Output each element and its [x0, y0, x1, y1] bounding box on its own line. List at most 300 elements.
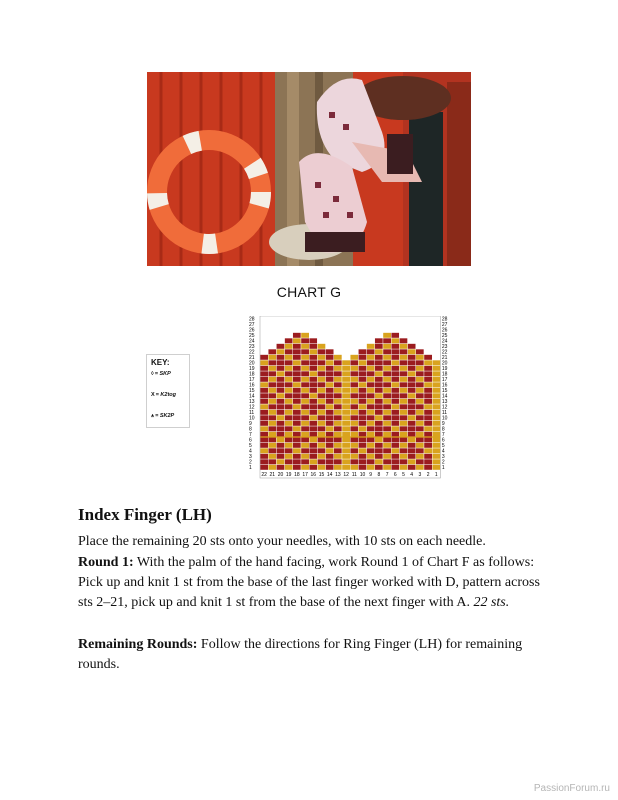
chart-cell: [260, 366, 268, 372]
chart-cell: [408, 410, 416, 416]
chart-cell: [383, 410, 391, 416]
chart-cell: [260, 465, 268, 471]
chart-cell: [367, 443, 375, 449]
chart-cell: [268, 393, 276, 399]
chart-cell: [268, 454, 276, 460]
chart-cell: [432, 415, 440, 421]
chart-cell: [375, 437, 383, 443]
chart-cell: [317, 371, 325, 377]
chart-cell: [268, 349, 276, 355]
chart-cell: [375, 366, 383, 372]
chart-cell: [285, 366, 293, 372]
chart-column-label: 20: [277, 472, 284, 478]
chart-cell: [293, 327, 301, 333]
chart-cell: [383, 360, 391, 366]
chart-cell: [285, 371, 293, 377]
chart-cell: [375, 355, 383, 361]
chart-cell: [432, 459, 440, 465]
chart-cell: [260, 349, 268, 355]
chart-cell: [367, 399, 375, 405]
chart-cell: [424, 333, 432, 339]
chart-cell: [326, 366, 334, 372]
chart-cell: [408, 360, 416, 366]
chart-cell: [285, 316, 293, 322]
chart-cell: [424, 454, 432, 460]
chart-cell: [293, 355, 301, 361]
chart-cell: [309, 388, 317, 394]
chart-cell: [301, 327, 309, 333]
chart-cell: [416, 399, 424, 405]
chart-cell: [293, 448, 301, 454]
chart-cell: [432, 443, 440, 449]
chart-cell: [260, 388, 268, 394]
chart-cell: [293, 371, 301, 377]
chart-cell: [424, 399, 432, 405]
chart-cell: [285, 388, 293, 394]
chart-cell: [285, 349, 293, 355]
chart-cell: [424, 322, 432, 328]
chart-cell: [350, 465, 358, 471]
chart-cell: [432, 349, 440, 355]
chart-cell: [301, 410, 309, 416]
chart-cell: [367, 404, 375, 410]
chart-cell: [268, 316, 276, 322]
chart-cell: [350, 426, 358, 432]
chart-cell: [260, 355, 268, 361]
chart-cell: [350, 333, 358, 339]
chart-cell: [424, 410, 432, 416]
chart-cell: [276, 366, 284, 372]
chart-cell: [391, 448, 399, 454]
chart-cell: [326, 333, 334, 339]
chart-cell: [326, 399, 334, 405]
knitting-chart: [248, 316, 472, 482]
chart-cell: [391, 432, 399, 438]
chart-cell: [416, 426, 424, 432]
chart-cell: [391, 322, 399, 328]
chart-row-label-left: 9: [249, 420, 252, 427]
chart-cell: [276, 399, 284, 405]
chart-cell: [326, 421, 334, 427]
chart-cell: [391, 393, 399, 399]
chart-cell: [367, 355, 375, 361]
chart-cell: [432, 322, 440, 328]
chart-cell: [367, 349, 375, 355]
chart-cell: [293, 399, 301, 405]
chart-cell: [399, 382, 407, 388]
chart-row-label-left: 21: [249, 354, 255, 361]
chart-cell: [334, 448, 342, 454]
round-1-body: With the palm of the hand facing, work Round 1 of Chart F as follows: Pick up and knit 1 st from the base of the last finger worked with D, pattern across sts 2–21, pick up and knit 1 st from the base of the next finger with A.: [78, 555, 540, 610]
chart-cell: [293, 388, 301, 394]
chart-cell: [383, 333, 391, 339]
chart-row-label-left: 8: [249, 426, 252, 433]
chart-column-label: 22: [261, 472, 267, 478]
chart-cell: [334, 454, 342, 460]
chart-cell: [285, 382, 293, 388]
chart-cell: [408, 349, 416, 355]
chart-row-label-left: 24: [249, 338, 255, 345]
chart-column-label: 10: [359, 472, 366, 478]
chart-row-label-left: 12: [249, 404, 255, 411]
chart-cell: [375, 426, 383, 432]
chart-cell: [383, 404, 391, 410]
chart-cell: [424, 388, 432, 394]
chart-cell: [424, 421, 432, 427]
chart-cell: [317, 426, 325, 432]
chart-cell: [408, 393, 416, 399]
chart-cell: [432, 338, 440, 344]
chart-cell: [391, 360, 399, 366]
chart-cell: [416, 465, 424, 471]
chart-row-label-left: 10: [249, 415, 255, 422]
chart-cell: [268, 437, 276, 443]
chart-cell: [301, 344, 309, 350]
chart-cell: [309, 322, 317, 328]
chart-cell: [399, 404, 407, 410]
chart-cell: [350, 355, 358, 361]
chart-cell: [317, 327, 325, 333]
chart-cell: [342, 421, 350, 427]
chart-cell: [301, 333, 309, 339]
chart-row-label-right: 16: [441, 382, 448, 389]
chart-cell: [309, 404, 317, 410]
chart-cell: [268, 432, 276, 438]
chart-cell: [293, 382, 301, 388]
chart-cell: [375, 327, 383, 333]
chart-cell: [293, 377, 301, 383]
chart-cell: [301, 360, 309, 366]
chart-cell: [358, 443, 366, 449]
chart-cell: [408, 448, 416, 454]
chart-cell: [350, 404, 358, 410]
chart-cell: [399, 448, 407, 454]
chart-cell: [408, 371, 416, 377]
chart-row-label-left: 1: [249, 464, 252, 471]
chart-cell: [309, 410, 317, 416]
chart-cell: [293, 426, 301, 432]
chart-column-label: 15: [318, 472, 325, 478]
chart-cell: [334, 349, 342, 355]
chart-cell: [317, 382, 325, 388]
chart-cell: [375, 360, 383, 366]
chart-cell: [301, 459, 309, 465]
chart-cell: [358, 399, 366, 405]
chart-cell: [391, 344, 399, 350]
chart-cell: [350, 377, 358, 383]
chart-cell: [383, 322, 391, 328]
chart-cell: [317, 333, 325, 339]
chart-cell: [358, 316, 366, 322]
chart-cell: [350, 360, 358, 366]
chart-cell: [375, 459, 383, 465]
chart-row-label-right: 1: [441, 464, 445, 471]
chart-cell: [260, 410, 268, 416]
skp-symbol: ◊: [151, 371, 154, 377]
chart-cell: [399, 360, 407, 366]
chart-cell: [334, 437, 342, 443]
chart-cell: [268, 421, 276, 427]
chart-cell: [293, 349, 301, 355]
chart-row-label-right: 8: [441, 426, 445, 433]
chart-cell: [334, 393, 342, 399]
chart-cell: [301, 349, 309, 355]
chart-cell: [424, 426, 432, 432]
chart-title: CHART G: [276, 284, 342, 300]
chart-row-label-left: 4: [249, 448, 252, 455]
chart-cell: [317, 388, 325, 394]
chart-cell: [399, 426, 407, 432]
chart-cell: [391, 454, 399, 460]
chart-cell: [399, 399, 407, 405]
chart-cell: [260, 404, 268, 410]
chart-cell: [399, 355, 407, 361]
watermark: PassionForum.ru: [533, 783, 610, 794]
chart-cell: [416, 432, 424, 438]
chart-cell: [309, 454, 317, 460]
key-item-k2tog: [151, 392, 176, 398]
chart-cell: [367, 360, 375, 366]
chart-cell: [301, 399, 309, 405]
chart-cell: [301, 415, 309, 421]
chart-cell: [391, 388, 399, 394]
chart-cell: [309, 382, 317, 388]
chart-cell: [375, 349, 383, 355]
chart-cell: [416, 410, 424, 416]
chart-cell: [375, 410, 383, 416]
chart-cell: [268, 465, 276, 471]
chart-cell: [424, 371, 432, 377]
chart-cell: [358, 322, 366, 328]
chart-cell: [317, 322, 325, 328]
chart-cell: [342, 316, 350, 322]
chart-cell: [416, 377, 424, 383]
chart-cell: [268, 410, 276, 416]
chart-cell: [317, 399, 325, 405]
chart-cell: [293, 454, 301, 460]
chart-cell: [367, 454, 375, 460]
chart-cell: [375, 421, 383, 427]
chart-cell: [375, 382, 383, 388]
chart-cell: [301, 366, 309, 372]
chart-cell: [375, 415, 383, 421]
chart-cell: [424, 404, 432, 410]
chart-cell: [432, 355, 440, 361]
chart-cell: [309, 366, 317, 372]
chart-cell: [383, 437, 391, 443]
chart-cell: [334, 415, 342, 421]
chart-cell: [334, 316, 342, 322]
chart-cell: [408, 421, 416, 427]
chart-cell: [260, 333, 268, 339]
chart-cell: [367, 377, 375, 383]
chart-cell: [350, 344, 358, 350]
chart-cell: [268, 338, 276, 344]
chart-cell: [285, 465, 293, 471]
chart-cell: [350, 399, 358, 405]
chart-cell: [326, 349, 334, 355]
chart-cell: [293, 338, 301, 344]
chart-cell: [276, 437, 284, 443]
chart-cell: [276, 388, 284, 394]
chart-cell: [408, 454, 416, 460]
chart-cell: [416, 454, 424, 460]
chart-cell: [285, 437, 293, 443]
chart-cell: [367, 333, 375, 339]
chart-row-label-right: 19: [441, 365, 448, 372]
chart-cell: [367, 388, 375, 394]
chart-row-label-left: 22: [249, 349, 255, 356]
chart-column-label: 17: [302, 472, 308, 478]
chart-cell: [391, 415, 399, 421]
chart-cell: [268, 371, 276, 377]
chart-cell: [309, 349, 317, 355]
chart-cell: [326, 404, 334, 410]
chart-cell: [301, 432, 309, 438]
chart-cell: [383, 465, 391, 471]
chart-cell: [391, 459, 399, 465]
chart-cell: [391, 465, 399, 471]
chart-cell: [317, 448, 325, 454]
chart-column-label: 5: [402, 472, 405, 478]
chart-cell: [276, 360, 284, 366]
chart-cell: [358, 426, 366, 432]
chart-row-label-left: 26: [249, 327, 255, 334]
chart-cell: [301, 382, 309, 388]
chart-cell: [399, 465, 407, 471]
chart-cell: [317, 459, 325, 465]
chart-cell: [309, 393, 317, 399]
chart-cell: [326, 437, 334, 443]
chart-column-label: 6: [393, 472, 397, 478]
chart-cell: [399, 421, 407, 427]
chart-cell: [416, 371, 424, 377]
chart-cell: [432, 426, 440, 432]
chart-cell: [432, 421, 440, 427]
chart-cell: [416, 344, 424, 350]
chart-cell: [260, 371, 268, 377]
chart-cell: [367, 421, 375, 427]
chart-row-label-right: 22: [441, 349, 448, 356]
chart-cell: [432, 465, 440, 471]
chart-cell: [350, 437, 358, 443]
chart-cell: [301, 316, 309, 322]
chart-cell: [383, 388, 391, 394]
chart-cell: [399, 316, 407, 322]
chart-cell: [334, 322, 342, 328]
chart-cell: [375, 344, 383, 350]
chart-row-label-right: 18: [441, 371, 448, 378]
chart-cell: [317, 360, 325, 366]
chart-row-label-right: 14: [441, 393, 448, 400]
chart-cell: [375, 322, 383, 328]
chart-cell: [326, 382, 334, 388]
chart-cell: [334, 404, 342, 410]
chart-cell: [408, 382, 416, 388]
chart-cell: [375, 316, 383, 322]
chart-cell: [309, 316, 317, 322]
chart-cell: [399, 377, 407, 383]
chart-cell: [317, 366, 325, 372]
chart-cell: [285, 448, 293, 454]
chart-column-label: 18: [294, 472, 300, 478]
chart-cell: [375, 371, 383, 377]
chart-cell: [350, 454, 358, 460]
chart-cell: [285, 454, 293, 460]
chart-cell: [301, 393, 309, 399]
chart-cell: [350, 459, 358, 465]
chart-column-label: 1: [434, 472, 438, 478]
chart-cell: [317, 355, 325, 361]
chart-cell: [276, 338, 284, 344]
section-heading: Index Finger (LH): [78, 505, 212, 524]
chart-cell: [326, 443, 334, 449]
chart-column-label: 19: [285, 472, 292, 478]
chart-cell: [342, 415, 350, 421]
chart-cell: [260, 459, 268, 465]
chart-row-label-right: 17: [441, 376, 448, 383]
chart-cell: [276, 371, 284, 377]
chart-cell: [285, 399, 293, 405]
chart-cell: [301, 388, 309, 394]
chart-cell: [317, 338, 325, 344]
chart-cell: [285, 404, 293, 410]
chart-cell: [260, 426, 268, 432]
chart-cell: [367, 382, 375, 388]
chart-cell: [358, 459, 366, 465]
chart-cell: [424, 327, 432, 333]
chart-cell: [309, 459, 317, 465]
chart-row-label-left: 16: [249, 382, 255, 389]
chart-cell: [416, 388, 424, 394]
chart-cell: [375, 399, 383, 405]
chart-cell: [317, 344, 325, 350]
chart-row-label-right: 15: [441, 387, 448, 394]
chart-cell: [276, 393, 284, 399]
chart-cell: [326, 360, 334, 366]
chart-cell: [399, 443, 407, 449]
chart-cell: [317, 432, 325, 438]
chart-cell: [276, 316, 284, 322]
chart-cell: [268, 377, 276, 383]
chart-cell: [309, 437, 317, 443]
chart-cell: [391, 338, 399, 344]
chart-cell: [383, 459, 391, 465]
chart-cell: [342, 366, 350, 372]
chart-cell: [309, 448, 317, 454]
chart-cell: [383, 399, 391, 405]
chart-cell: [350, 366, 358, 372]
chart-row-label-left: 15: [249, 387, 255, 394]
chart-cell: [309, 399, 317, 405]
chart-row-label-left: 5: [249, 442, 252, 449]
chart-cell: [293, 360, 301, 366]
chart-cell: [326, 426, 334, 432]
chart-cell: [424, 316, 432, 322]
chart-cell: [399, 333, 407, 339]
chart-cell: [375, 377, 383, 383]
chart-cell: [416, 327, 424, 333]
chart-cell: [334, 360, 342, 366]
chart-cell: [408, 377, 416, 383]
chart-cell: [383, 371, 391, 377]
chart-cell: [293, 316, 301, 322]
chart-cell: [375, 393, 383, 399]
chart-cell: [268, 426, 276, 432]
chart-cell: [391, 366, 399, 372]
chart-cell: [285, 421, 293, 427]
chart-row-label-left: 14: [249, 393, 255, 400]
